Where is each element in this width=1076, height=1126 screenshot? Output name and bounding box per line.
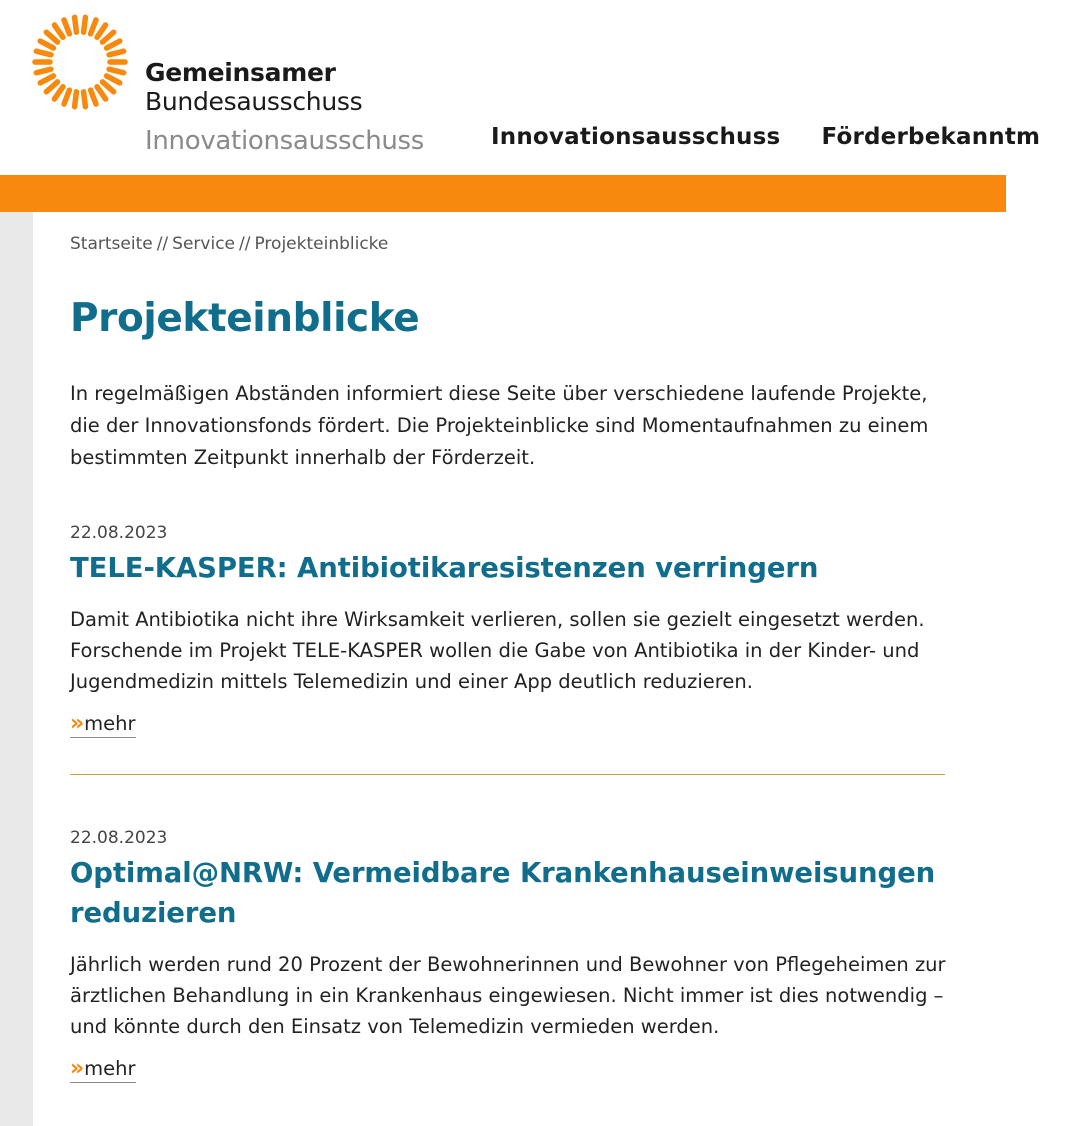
brand-line-1: Gemeinsamer	[145, 58, 336, 87]
left-gutter	[0, 212, 33, 1126]
breadcrumb-item-startseite[interactable]: Startseite	[70, 234, 153, 254]
sun-ray	[46, 82, 57, 92]
brand-line-2: Bundesausschuss	[145, 87, 363, 116]
main-navigation	[491, 124, 1076, 150]
breadcrumb-item-current: Projekteinblicke	[254, 234, 389, 254]
sun-ray	[107, 76, 120, 83]
breadcrumb	[70, 234, 950, 254]
intro-text: In regelmäßigen Abständen informiert diese Seite über verschiedene laufende Projekte, die der Innovationsfonds fördert. Die Projekteinblicke sind Momentaufnahmen zu einem bestimmten Zeitpunkt innerhalb der Förderzeit.	[70, 382, 929, 469]
more-link[interactable]	[70, 1056, 136, 1083]
more-link-label: mehr	[84, 1057, 136, 1080]
article-title-link[interactable]: TELE-KASPER: Antibiotikaresistenzen verringern	[70, 552, 819, 584]
sun-ray	[107, 41, 120, 48]
sun-ray	[40, 76, 53, 83]
breadcrumb-item-service[interactable]: Service	[172, 234, 236, 254]
main-content	[70, 212, 950, 1083]
article-teaser: Damit Antibiotika nicht ihre Wirksamkeit verlieren, sollen sie gezielt eingesetzt werden. Forschende im Projekt TELE-KASPER wollen die Gabe von Antibiotika in der Kinder- und Jugendmedizin mittels Telemedizin und einer App deutlich reduzieren.	[70, 608, 925, 693]
breadcrumb-separator: //	[156, 234, 169, 254]
sun-ray	[54, 25, 63, 37]
sun-ray	[97, 87, 106, 99]
sun-ray	[84, 17, 86, 32]
nav-item-foerderbekanntmachungen[interactable]: Förderbekanntm	[821, 124, 1041, 150]
double-chevron-right-icon: ››	[70, 711, 81, 736]
sun-ray	[36, 51, 51, 55]
site-header	[0, 0, 1041, 175]
sun-ray	[84, 92, 86, 107]
sun-ray	[75, 17, 77, 32]
page-title: Projekteinblicke	[70, 296, 420, 341]
sun-ray	[103, 32, 114, 42]
sun-ray	[46, 32, 57, 42]
sun-ray	[36, 69, 51, 73]
sun-ray	[40, 41, 53, 48]
brand-wordmark[interactable]	[145, 58, 424, 158]
nav-item-innovationsausschuss[interactable]: Innovationsausschuss	[491, 124, 781, 150]
article-tele-kasper	[70, 522, 950, 738]
sun-ray	[109, 51, 124, 55]
sun-ray	[75, 92, 77, 107]
sun-ray	[109, 69, 124, 73]
sun-ray	[64, 20, 69, 34]
double-chevron-right-icon: ››	[70, 1056, 81, 1081]
more-link-label: mehr	[84, 712, 136, 735]
orange-accent-bar	[0, 175, 1006, 212]
sun-ray	[103, 82, 114, 92]
sun-ray	[91, 90, 96, 104]
gba-sun-logo-icon[interactable]	[30, 0, 140, 120]
article-title-link[interactable]: Optimal@NRW: Vermeidbare Krankenhauseinweisungen reduzieren	[70, 857, 936, 929]
article-optimal-nrw	[70, 827, 950, 1083]
article-divider	[70, 774, 945, 775]
article-date: 22.08.2023	[70, 523, 168, 543]
brand-line-3: Innovationsausschuss	[145, 126, 425, 156]
sun-ray	[64, 90, 69, 104]
sun-ray	[97, 25, 106, 37]
article-date: 22.08.2023	[70, 828, 168, 848]
sun-ray	[54, 87, 63, 99]
article-teaser: Jährlich werden rund 20 Prozent der Bewohnerinnen und Bewohner von Pflegeheimen zur ärztlichen Behandlung in ein Krankenhaus eingewiesen. Nicht immer ist dies notwendig – und könnte durch den Einsatz von Telemedizin vermieden werden.	[70, 953, 946, 1038]
breadcrumb-separator: //	[239, 234, 251, 254]
sun-ray	[91, 20, 96, 34]
more-link[interactable]	[70, 711, 136, 738]
